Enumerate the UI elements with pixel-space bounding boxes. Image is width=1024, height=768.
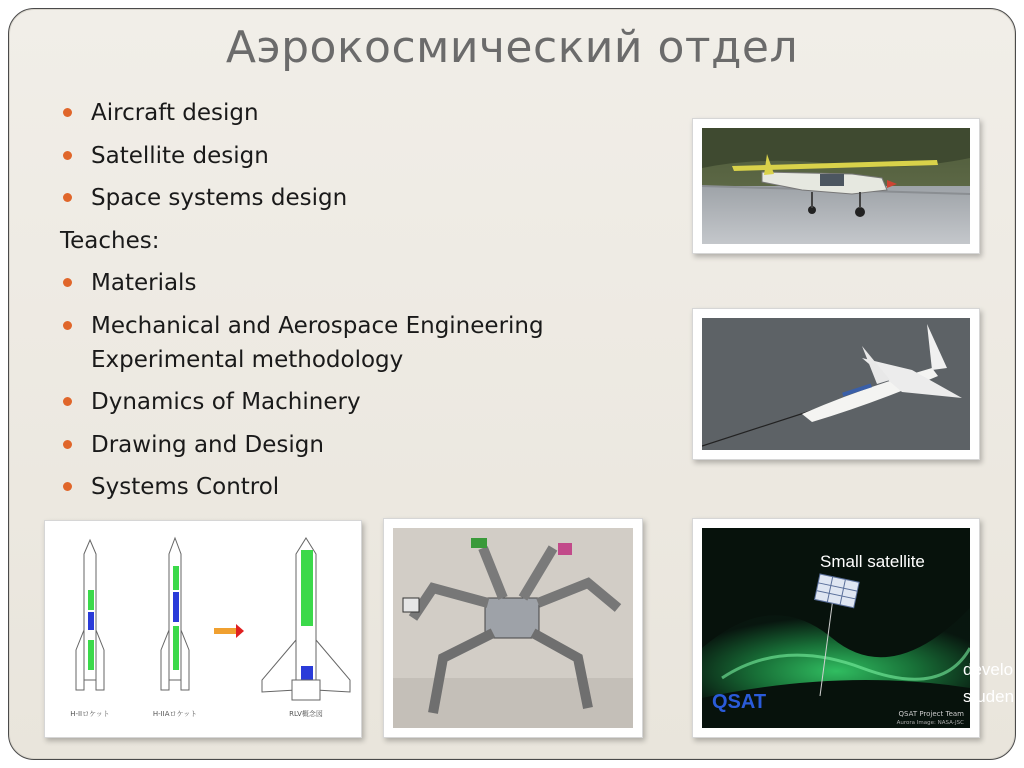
- list-item-text: Mechanical and Aerospace Engineering Experimental methodology: [91, 312, 544, 373]
- list-item-text: Drawing and Design: [91, 431, 324, 458]
- bullet-dot-icon: [63, 151, 72, 160]
- aircraft-photo: [692, 118, 980, 254]
- bullet-dot-icon: [63, 397, 72, 406]
- list-item: [60, 428, 680, 462]
- list-item: [60, 385, 680, 419]
- credit-line-1: QSAT Project Team: [898, 710, 964, 718]
- list-heading: [60, 224, 680, 258]
- glider-image: [702, 318, 970, 450]
- list-item: [60, 309, 591, 377]
- bullet-dot-icon: [63, 482, 72, 491]
- list-item-text: Systems Control: [91, 474, 280, 500]
- list-item-text: Aircraft design: [91, 100, 259, 126]
- satellite-photo: [692, 518, 980, 738]
- list-item: [60, 470, 680, 504]
- list-item-text: Satellite design: [91, 142, 269, 169]
- satellite-caption: Small satellite: [820, 552, 925, 571]
- list-item: [60, 139, 680, 173]
- credit-line-2: Aurora Image: NASA-JSC: [896, 720, 964, 726]
- robot-image: [393, 528, 633, 728]
- aircraft-image: [702, 128, 970, 244]
- slide-title: Аэрокосмический отдел: [225, 22, 799, 73]
- rocket-drawing: [54, 530, 352, 728]
- bullet-dot-icon: [63, 278, 72, 287]
- bullet-list: [60, 96, 680, 513]
- glider-photo: [692, 308, 980, 460]
- list-item-text: Materials: [91, 270, 197, 296]
- list-item-text: Space systems design: [91, 185, 348, 211]
- qsat-logo: QSAT: [712, 691, 767, 713]
- rocket-diagram: [44, 520, 362, 738]
- clipped-text-line-2: studen: [963, 687, 1015, 706]
- list-heading-text: Teaches:: [60, 227, 160, 254]
- rocket-label-1: H-IIロケット: [70, 710, 110, 718]
- rocket-label-2: H-IIAロケット: [152, 710, 198, 718]
- bullet-dot-icon: [63, 440, 72, 449]
- clipped-text-line-1: develo: [963, 660, 1014, 679]
- bullet-dot-icon: [63, 193, 72, 202]
- robot-photo: [383, 518, 643, 738]
- list-item-text: Dynamics of Machinery: [91, 389, 361, 415]
- bullet-dot-icon: [63, 108, 72, 117]
- list-item: [60, 181, 680, 215]
- rocket-label-3: RLV概念図: [289, 710, 323, 718]
- list-item: [60, 266, 680, 300]
- bullet-dot-icon: [63, 321, 72, 330]
- list-item: [60, 96, 680, 130]
